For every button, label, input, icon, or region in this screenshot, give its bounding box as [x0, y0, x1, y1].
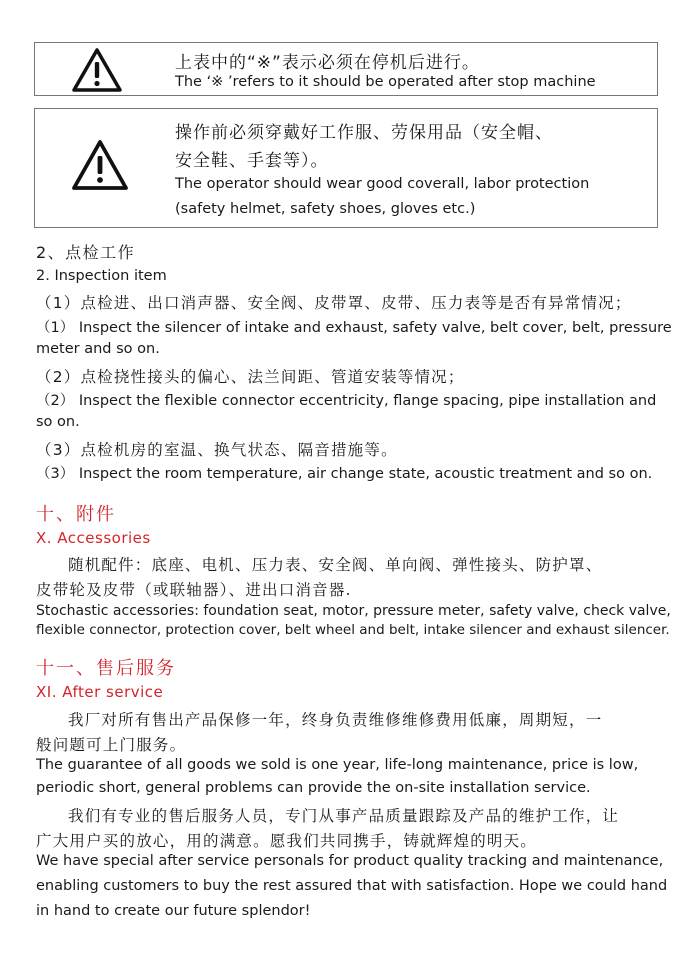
warning-text-cn-line2: 安全鞋、手套等）。 [175, 151, 329, 171]
inspection-title-en: 2. Inspection item [36, 268, 167, 284]
inspection-title-cn: 2、点检工作 [36, 243, 136, 262]
accessories-text-cn: 皮带轮及皮带（或联轴器）、进出口消音器. [36, 581, 352, 599]
after-service-title-cn: 十一、售后服务 [36, 658, 176, 679]
warning-triangle-icon [71, 139, 129, 191]
inspection-item: （1）点检进、出口消声器、安全阀、皮带罩、皮带、压力表等是否有异常情况； [36, 294, 632, 312]
accessories-text-en: Stochastic accessories: foundation seat, motor, pressure meter, safety valve, check valve, [36, 603, 671, 619]
warning-text-en-line1: The operator should wear good coverall, labor protection [175, 176, 590, 192]
warning-text-cn-line1: 操作前必须穿戴好工作服、劳保用品（安全帽、 [175, 123, 553, 143]
inspection-item: （2） Inspect the flexible connector eccentricity, flange spacing, pipe installation and [36, 393, 657, 409]
inspection-item: meter and so on. [36, 341, 160, 357]
warning-triangle-icon [71, 47, 123, 93]
inspection-item: （2）点检挠性接头的偏心、法兰间距、管道安装等情况； [36, 368, 465, 386]
after-service-title-en: XI. After service [36, 683, 164, 701]
accessories-title-cn: 十、附件 [36, 504, 116, 525]
accessories-text-cn: 随机配件：底座、电机、压力表、安全阀、单向阀、弹性接头、防护罩、 [68, 556, 603, 574]
warning-box-stop-machine [34, 42, 658, 96]
warning-text-cn: 上表中的“※”表示必须在停机后进行。 [175, 53, 480, 73]
accessories-title-en: X. Accessories [36, 529, 151, 547]
warning-box-protective-gear [34, 108, 658, 228]
after-service-text-cn: 般问题可上门服务。 [36, 736, 187, 754]
warning-text-en: The ‘※ ’refers to it should be operated after stop machine [175, 74, 596, 90]
after-service-text-en: The guarantee of all goods we sold is one year, life-long maintenance, price is low, [36, 757, 639, 773]
inspection-item: （1） Inspect the silencer of intake and exhaust, safety valve, belt cover, belt, pressure [36, 320, 672, 336]
after-service-text-en: periodic short, general problems can provide the on-site installation service. [36, 780, 591, 796]
accessories-text-en: flexible connector, protection cover, belt wheel and belt, intake silencer and exhaust silencer. [36, 622, 670, 638]
after-service-text-en: We have special after service personals for product quality tracking and maintenance, [36, 853, 664, 869]
inspection-item: so on. [36, 414, 80, 430]
warning-text-en-line2: (safety helmet, safety shoes, gloves etc.) [175, 201, 476, 217]
inspection-item: （3） Inspect the room temperature, air change state, acoustic treatment and so on. [36, 466, 653, 482]
after-service-text-cn: 我厂对所有售出产品保修一年，终身负责维修维修费用低廉，周期短，一 [68, 711, 603, 729]
after-service-text-en: enabling customers to buy the rest assured that with satisfaction. Hope we could hand [36, 878, 668, 894]
after-service-text-cn: 我们有专业的售后服务人员，专门从事产品质量跟踪及产品的维护工作，让 [68, 807, 620, 825]
after-service-text-cn: 广大用户买的放心，用的满意。愿我们共同携手，铸就辉煌的明天。 [36, 832, 538, 850]
after-service-text-en: in hand to create our future splendor! [36, 903, 311, 919]
inspection-item: （3）点检机房的室温、换气状态、隔音措施等。 [36, 441, 398, 459]
